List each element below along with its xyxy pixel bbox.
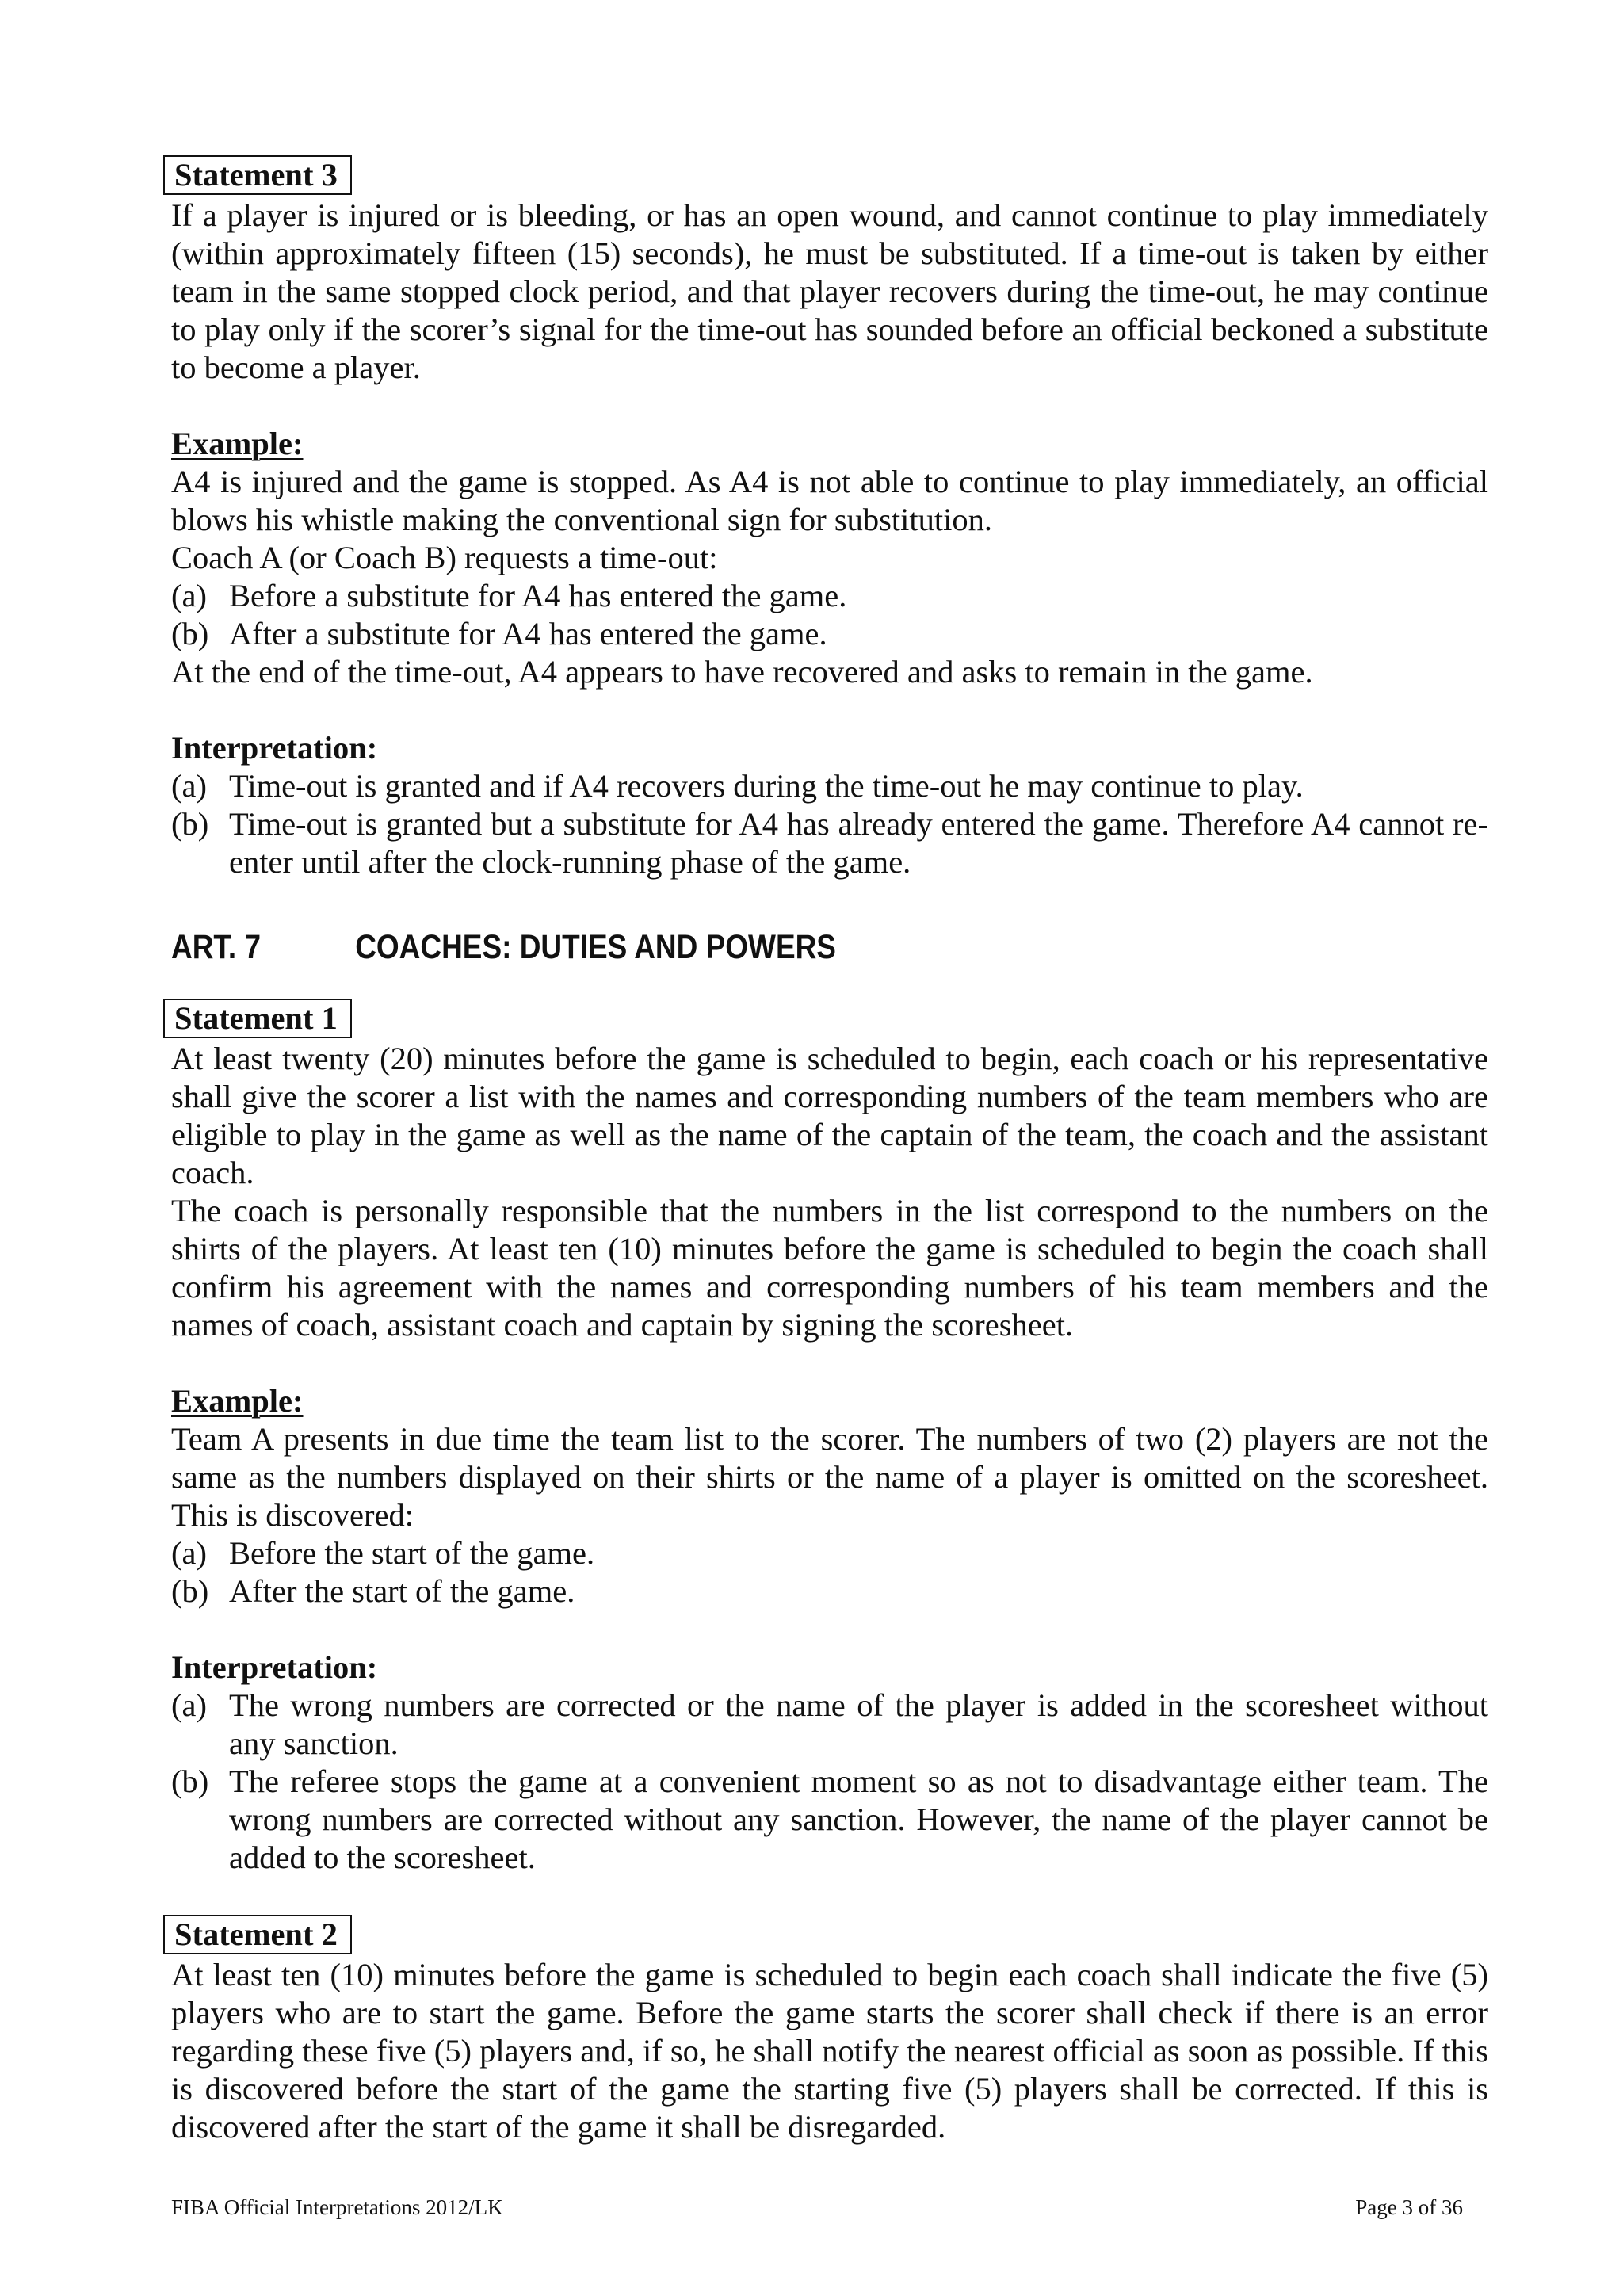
statement-text: At least twenty (20) minutes before the game is scheduled to begin, each coach or his representative shall give the scorer a list with the names and corresponding numbers of the team members who are eligible to play in the game as well as the name of the captain of the team, the coach and the assistant coach. bbox=[171, 1041, 1488, 1190]
example-label: Example: bbox=[171, 1383, 304, 1419]
list-text: After the start of the game. bbox=[229, 1573, 575, 1609]
list-item bbox=[171, 577, 1488, 615]
interpretation-label: Interpretation: bbox=[171, 1649, 378, 1685]
list-text: Time-out is granted and if A4 recovers during the time-out he may continue to play. bbox=[229, 768, 1304, 804]
article-heading bbox=[171, 927, 1304, 967]
example-list bbox=[171, 1534, 1488, 1610]
example-outro: At the end of the time-out, A4 appears to have recovered and asks to remain in the game. bbox=[171, 654, 1313, 690]
list-marker: (a) bbox=[171, 1535, 207, 1571]
article-title: COACHES: DUTIES AND POWERS bbox=[355, 928, 836, 966]
statement-text: At least ten (10) minutes before the game is scheduled to begin each coach shall indicate the five (5) players who are to start the game. Before the game starts the scorer shall check if there is an error regarding these five (5) players and, if so, he shall notify the nearest official as soon as possible. If this is discovered before the start of the game the starting five (5) players shall be corrected. If this is discovered after the start of the game it shall be disregarded. bbox=[171, 1957, 1488, 2145]
list-marker: (a) bbox=[171, 578, 207, 613]
list-marker: (b) bbox=[171, 1763, 209, 1799]
example-label: Example: bbox=[171, 426, 304, 461]
statement-text: If a player is injured or is bleeding, or has an open wound, and cannot continue to play immediately (within approximately fifteen (15) seconds), he must be substituted. If a time-out is taken by either team in the same stopped clock period, and that player recovers during the time-out, he may continue to play only if the scorer’s signal for the time-out has sounded before an official beckoned a substitute to become a player. bbox=[171, 197, 1488, 385]
list-marker: (b) bbox=[171, 806, 209, 842]
list-item bbox=[171, 1763, 1488, 1877]
list-marker: (b) bbox=[171, 616, 209, 651]
list-marker: (a) bbox=[171, 768, 207, 804]
list-text: Before the start of the game. bbox=[229, 1535, 595, 1571]
list-text: Time-out is granted but a substitute for A4 has already entered the game. Therefore A4 cannot re-enter until after the clock-running phase of the game. bbox=[229, 806, 1488, 880]
list-text: Before a substitute for A4 has entered the game. bbox=[229, 578, 847, 613]
statement-label-box: Statement 1 bbox=[163, 999, 352, 1038]
list-text: After a substitute for A4 has entered the game. bbox=[229, 616, 827, 651]
page-footer bbox=[171, 2195, 1463, 2220]
list-item bbox=[171, 1572, 1488, 1610]
example-intro: A4 is injured and the game is stopped. As A4 is not able to continue to play immediately, an official blows his whistle making the conventional sign for substitution. bbox=[171, 464, 1488, 537]
article-number: ART. 7 bbox=[171, 928, 262, 966]
list-text: The referee stops the game at a convenient moment so as not to disadvantage either team. The wrong numbers are corrected without any sanction. However, the name of the player cannot be added to the scoresheet. bbox=[229, 1763, 1488, 1875]
interpretation-list bbox=[171, 1687, 1488, 1877]
statement-1-section bbox=[171, 999, 1488, 1877]
footer-document-title: FIBA Official Interpretations 2012/LK bbox=[171, 2195, 503, 2219]
list-marker: (b) bbox=[171, 1573, 209, 1609]
list-marker: (a) bbox=[171, 1687, 207, 1723]
list-text: The wrong numbers are corrected or the name of the player is added in the scoresheet without any sanction. bbox=[229, 1687, 1488, 1761]
list-item bbox=[171, 805, 1488, 881]
list-item bbox=[171, 767, 1488, 805]
statement-3-section bbox=[171, 155, 1488, 881]
interpretation-label: Interpretation: bbox=[171, 730, 378, 766]
example-intro: Team A presents in due time the team list to the scorer. The numbers of two (2) players are not the same as the numbers displayed on their shirts or the name of a player is omitted on the scoresheet. This is discovered: bbox=[171, 1421, 1488, 1533]
document-page bbox=[171, 155, 1488, 2146]
example-request: Coach A (or Coach B) requests a time-out: bbox=[171, 540, 718, 575]
statement-text: The coach is personally responsible that the numbers in the list correspond to the numbers on the shirts of the players. At least ten (10) minutes before the game is scheduled to begin the coach shall confirm his agreement with the names and corresponding numbers of his team members and the names of coach, assistant coach and captain by signing the scoresheet. bbox=[171, 1193, 1488, 1343]
interpretation-list bbox=[171, 767, 1488, 881]
list-item bbox=[171, 615, 1488, 653]
statement-label-box: Statement 3 bbox=[163, 155, 352, 195]
list-item bbox=[171, 1687, 1488, 1763]
example-list bbox=[171, 577, 1488, 653]
footer-page-number: Page 3 of 36 bbox=[1355, 2195, 1463, 2219]
statement-label-box: Statement 2 bbox=[163, 1915, 352, 1954]
list-item bbox=[171, 1534, 1488, 1572]
statement-2-section bbox=[171, 1915, 1488, 2146]
